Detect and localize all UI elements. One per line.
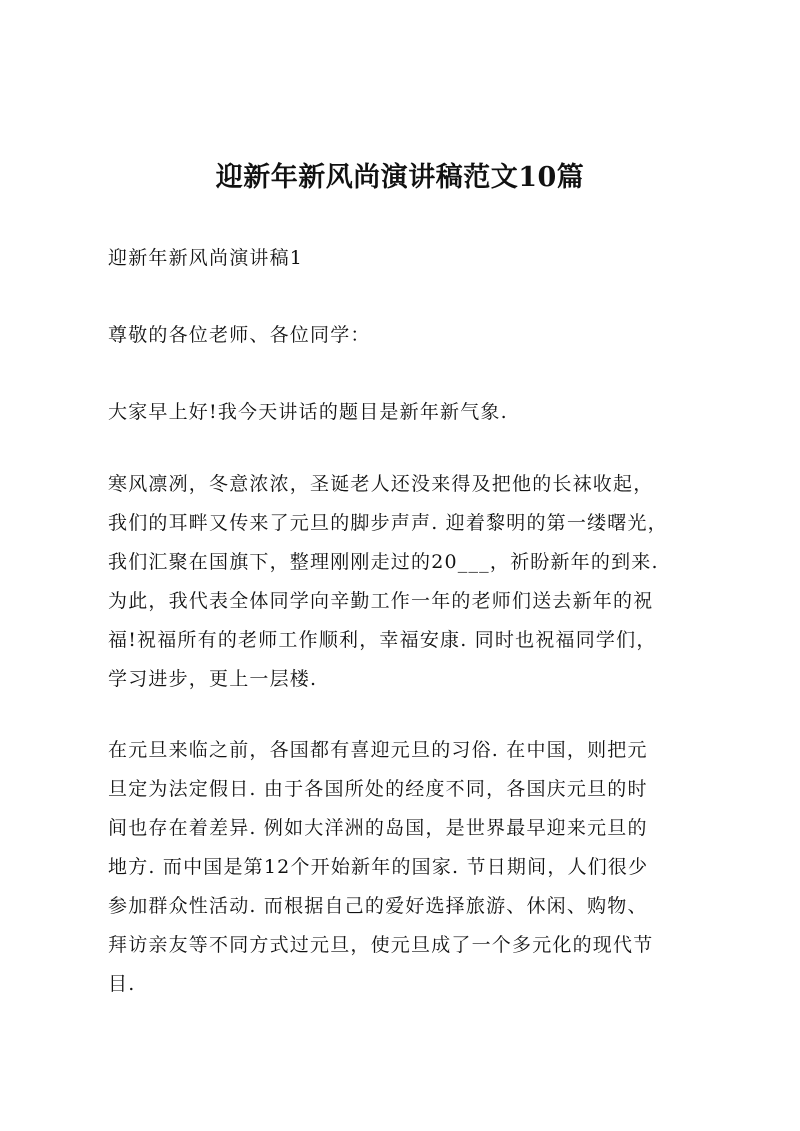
paragraph-line: 我们的耳畔又传来了元旦的脚步声声. 迎着黎明的第一缕曙光， [108,512,668,534]
paragraph-line: 学习进步，更上一层楼. [108,668,318,690]
paragraph-line: 福!祝福所有的老师工作顺利，幸福安康. 同时也祝福同学们， [108,629,657,651]
paragraph-line: 旦定为法定假日. 由于各国所处的经度不同，各国庆元旦的时 [108,778,648,800]
paragraph-line: 寒风凛冽，冬意浓浓，圣诞老人还没来得及把他的长袜收起， [108,473,654,495]
paragraph-line: 地方. 而中国是第12个开始新年的国家. 节日期间，人们很少 [108,856,649,878]
paragraph-line: 在元旦来临之前，各国都有喜迎元旦的习俗. 在中国，则把元 [108,739,648,761]
paragraph-line: 为此，我代表全体同学向辛勤工作一年的老师们送去新年的祝 [108,590,654,612]
document-title: 迎新年新风尚演讲稿范文10篇 [215,162,585,193]
section-heading: 迎新年新风尚演讲稿1 [108,247,304,269]
paragraph-line: 间也存在着差异. 例如大洋洲的岛国，是世界最早迎来元旦的 [108,817,648,839]
paragraph-line: 参加群众性活动. 而根据自己的爱好选择旅游、休闲、购物、 [108,895,648,917]
salutation: 尊敬的各位老师、各位同学： [108,324,371,346]
greeting: 大家早上好!我今天讲话的题目是新年新气象. [108,401,508,423]
paragraph-line: 拜访亲友等不同方式过元旦，使元旦成了一个多元化的现代节 [108,934,654,956]
paragraph-line: 目. [108,973,136,995]
paragraph-line: 我们汇聚在国旗下，整理刚刚走过的20___，祈盼新年的到来. [108,551,659,573]
